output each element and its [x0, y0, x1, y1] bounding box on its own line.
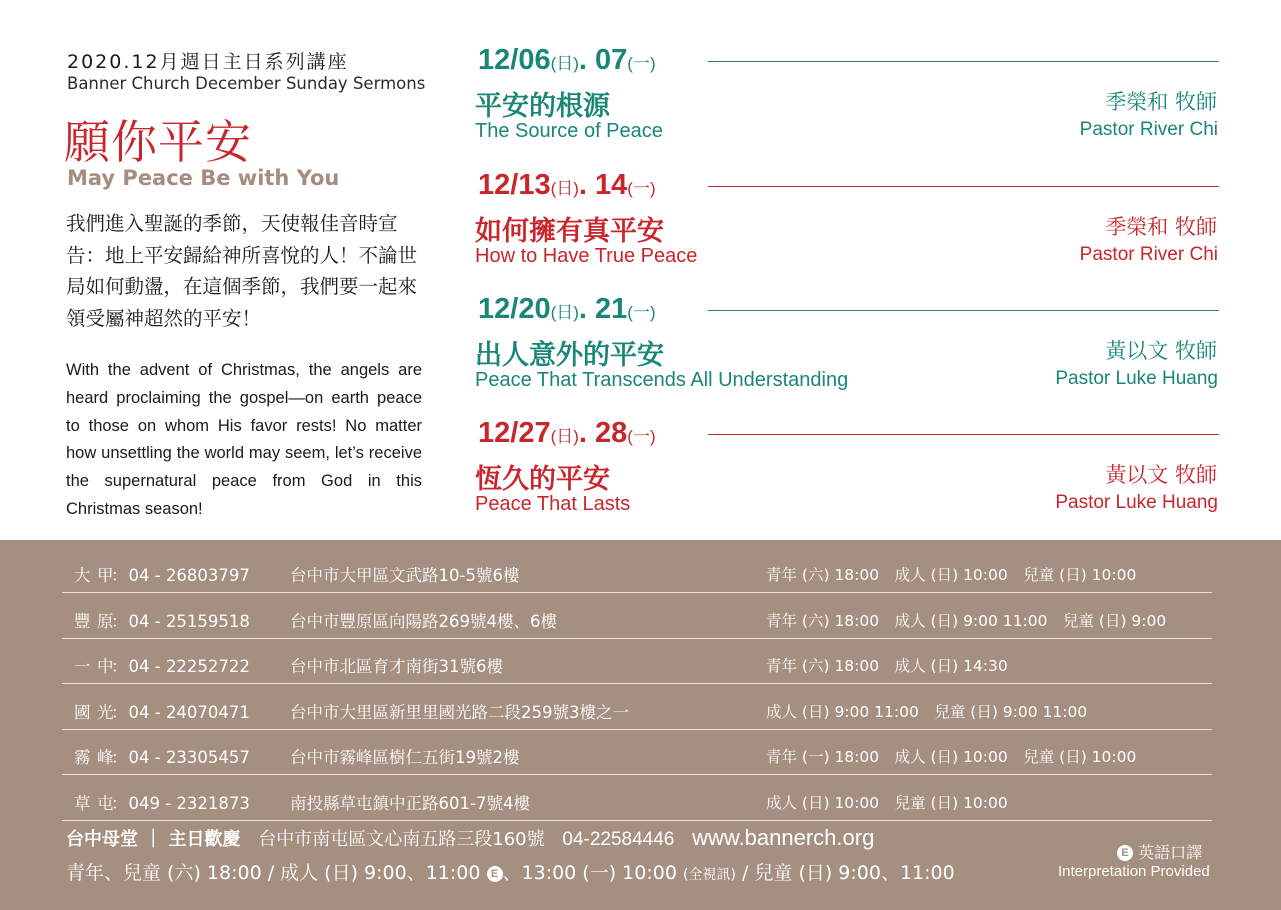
location-address: 南投縣草屯鎮中正路601-7號4樓 [290, 793, 530, 813]
main-title: 願你平安 [64, 115, 252, 169]
location-row [62, 638, 1212, 684]
location-times: 成人 (日) 9:00 11:00 兒童 (日) 9:00 11:00 [766, 702, 1088, 721]
sermon-day-sunday: (日) [550, 54, 579, 73]
sermon-date-sunday: 12/27 [478, 417, 551, 449]
sermon-title-zh: 如何擁有真平安 [475, 216, 664, 247]
series-title-zh: 2020.12月週日主日系列講座 [67, 51, 349, 73]
sermon-date-sunday: 12/13 [478, 169, 551, 201]
location-name-first: 霧 [74, 748, 91, 767]
website-link[interactable]: www.bannerch.org [692, 825, 875, 850]
location-label: 草 屯：049 - 2321873 [74, 775, 250, 832]
location-times: 青年 (六) 18:00 成人 (日) 10:00 兒童 (日) 10:00 [766, 566, 1137, 584]
sermon-day-monday: (一) [627, 179, 656, 198]
location-name-second: 峰 [97, 748, 114, 767]
sermon-title-en: How to Have True Peace [475, 245, 698, 267]
location-row [62, 547, 1212, 593]
pastor-name-en: Pastor Luke Huang [1055, 368, 1218, 389]
schedule-note: (全視訊) [682, 867, 736, 883]
sermon-day-monday: (一) [627, 54, 656, 73]
location-phone: 04 - 22252722 [128, 657, 250, 676]
sermon-date [478, 44, 656, 77]
location-name-second: 屯 [97, 793, 114, 813]
interpretation-text-zh: 英語口譯 [1138, 843, 1203, 862]
sermon-title-en: The Source of Peace [475, 120, 663, 142]
sermon-date-separator: . [578, 293, 596, 325]
location-address: 台中市大里區新里里國光路二段259號3樓之一 [290, 702, 629, 722]
sermon-divider [708, 434, 1219, 435]
sermon-day-sunday: (日) [550, 303, 579, 322]
interpretation-label-en: Interpretation Provided [1058, 863, 1210, 880]
english-interpretation-icon: E [1117, 845, 1133, 861]
location-label: 霧 峰：04 - 23305457 [74, 729, 250, 786]
sermon-day-sunday: (日) [550, 427, 579, 446]
sermon-item [474, 293, 1220, 415]
sermon-divider [708, 310, 1219, 311]
location-label: 一 中：04 - 22252722 [74, 638, 250, 695]
location-name-second: 光 [97, 702, 114, 722]
location-address: 台中市豐原區向陽路269號4樓、6樓 [290, 611, 557, 631]
schedule-part-b: 、13:00 (一) 10:00 [502, 862, 677, 884]
sermon-date-sunday: 12/20 [478, 293, 551, 325]
sermon-date [478, 169, 656, 202]
interpretation-label-zh [1117, 840, 1202, 863]
location-times: 青年 (一) 18:00 成人 (日) 10:00 兒童 (日) 10:00 [766, 748, 1137, 766]
sermon-title-en: Peace That Transcends All Understanding [475, 369, 849, 391]
pastor-name-zh: 黃以文 牧師 [1105, 463, 1217, 487]
headquarters-line [66, 825, 874, 851]
sermon-title-zh: 恆久的平安 [475, 464, 610, 495]
location-name-first: 一 [74, 657, 91, 676]
sermon-date [478, 293, 656, 326]
pastor-name-zh: 黃以文 牧師 [1105, 339, 1217, 363]
english-interpretation-icon: E [487, 866, 503, 882]
location-times: 成人 (日) 10:00 兒童 (日) 10:00 [766, 793, 1008, 812]
location-label: 大 甲：04 - 26803797 [74, 547, 250, 604]
sermon-divider [708, 186, 1219, 187]
location-name-first: 國 [74, 702, 91, 722]
sermon-item [474, 417, 1220, 539]
location-times: 青年 (六) 18:00 成人 (日) 14:30 [766, 657, 1008, 675]
hq-address: 台中市南屯區文心南五路三段160號 [258, 829, 545, 850]
location-phone: 04 - 25159518 [128, 611, 250, 631]
pastor-name-zh: 季榮和 牧師 [1105, 215, 1217, 239]
location-address: 台中市北區育才南街31號6樓 [290, 657, 503, 676]
location-row [62, 775, 1212, 821]
hq-schedule [66, 858, 955, 885]
main-title-en: May Peace Be with You [67, 166, 340, 190]
sermon-date-monday: 28 [595, 417, 628, 449]
location-phone: 04 - 26803797 [128, 566, 250, 585]
location-name-first: 草 [74, 793, 91, 813]
location-name-second: 中 [97, 657, 114, 676]
schedule-part-c: / 兒童 (日) 9:00、11:00 [735, 862, 955, 884]
sermon-date-sunday: 12/06 [478, 44, 551, 76]
sermon-title-zh: 平安的根源 [475, 91, 610, 122]
sermon-day-monday: (一) [627, 303, 656, 322]
location-row [62, 684, 1212, 730]
hq-phone: 04-22584446 [562, 829, 675, 850]
schedule-part-a: 青年、兒童 (六) 18:00 / 成人 (日) 9:00、11:00 [66, 862, 481, 884]
location-phone: 04 - 23305457 [128, 748, 250, 767]
intro-text-en: With the advent of Christmas, the angels are heard proclaiming the gospel—on earth peace to those on whom His favor rests! No matter how unsettling the world may seem, let’s receive the supernatural peace from God in this Christmas season! [66, 361, 422, 518]
sermon-item [474, 44, 1220, 166]
sermon-date-monday: 07 [595, 44, 628, 76]
pastor-name-zh: 季榮和 牧師 [1105, 90, 1217, 114]
pastor-name-en: Pastor River Chi [1079, 119, 1218, 140]
location-row [62, 729, 1212, 775]
location-times: 青年 (六) 18:00 成人 (日) 9:00 11:00 兒童 (日) 9:00 [766, 611, 1167, 630]
series-title-en: Banner Church December Sunday Sermons [67, 74, 426, 93]
sermon-item [474, 169, 1220, 291]
location-name-second: 甲 [97, 566, 114, 585]
location-name-second: 原 [97, 611, 114, 631]
location-name-first: 豐 [74, 611, 91, 631]
pastor-name-en: Pastor Luke Huang [1055, 492, 1218, 513]
sermon-date-separator: . [578, 169, 596, 201]
sermon-date-separator: . [578, 417, 596, 449]
sermon-date [478, 417, 656, 450]
sermon-title-zh: 出人意外的平安 [475, 340, 664, 371]
sermon-day-sunday: (日) [550, 179, 579, 198]
location-address: 台中市霧峰區樹仁五街19號2樓 [290, 748, 520, 767]
location-name-first: 大 [74, 566, 91, 585]
pastor-name-en: Pastor River Chi [1079, 244, 1218, 265]
sermon-title-en: Peace That Lasts [475, 493, 631, 515]
location-label: 國 光：04 - 24070471 [74, 684, 250, 741]
location-phone: 04 - 24070471 [128, 702, 250, 722]
sermon-date-separator: . [578, 44, 596, 76]
intro-text-zh: 我們進入聖誕的季節，天使報佳音時宣告：地上平安歸給神所喜悅的人！不論世局如何動盪，在這個季節，我們要一起來領受屬神超然的平安！ [66, 212, 418, 330]
hq-name: 台中母堂 ｜ 主日歡慶 [66, 829, 241, 850]
sermon-date-monday: 14 [595, 169, 628, 201]
location-label: 豐 原：04 - 25159518 [74, 593, 250, 650]
sermon-day-monday: (一) [627, 427, 656, 446]
location-address: 台中市大甲區文武路10-5號6樓 [290, 566, 520, 585]
location-phone: 049 - 2321873 [128, 793, 250, 813]
location-row [62, 593, 1212, 639]
sermon-divider [708, 61, 1219, 62]
sermon-date-monday: 21 [595, 293, 628, 325]
